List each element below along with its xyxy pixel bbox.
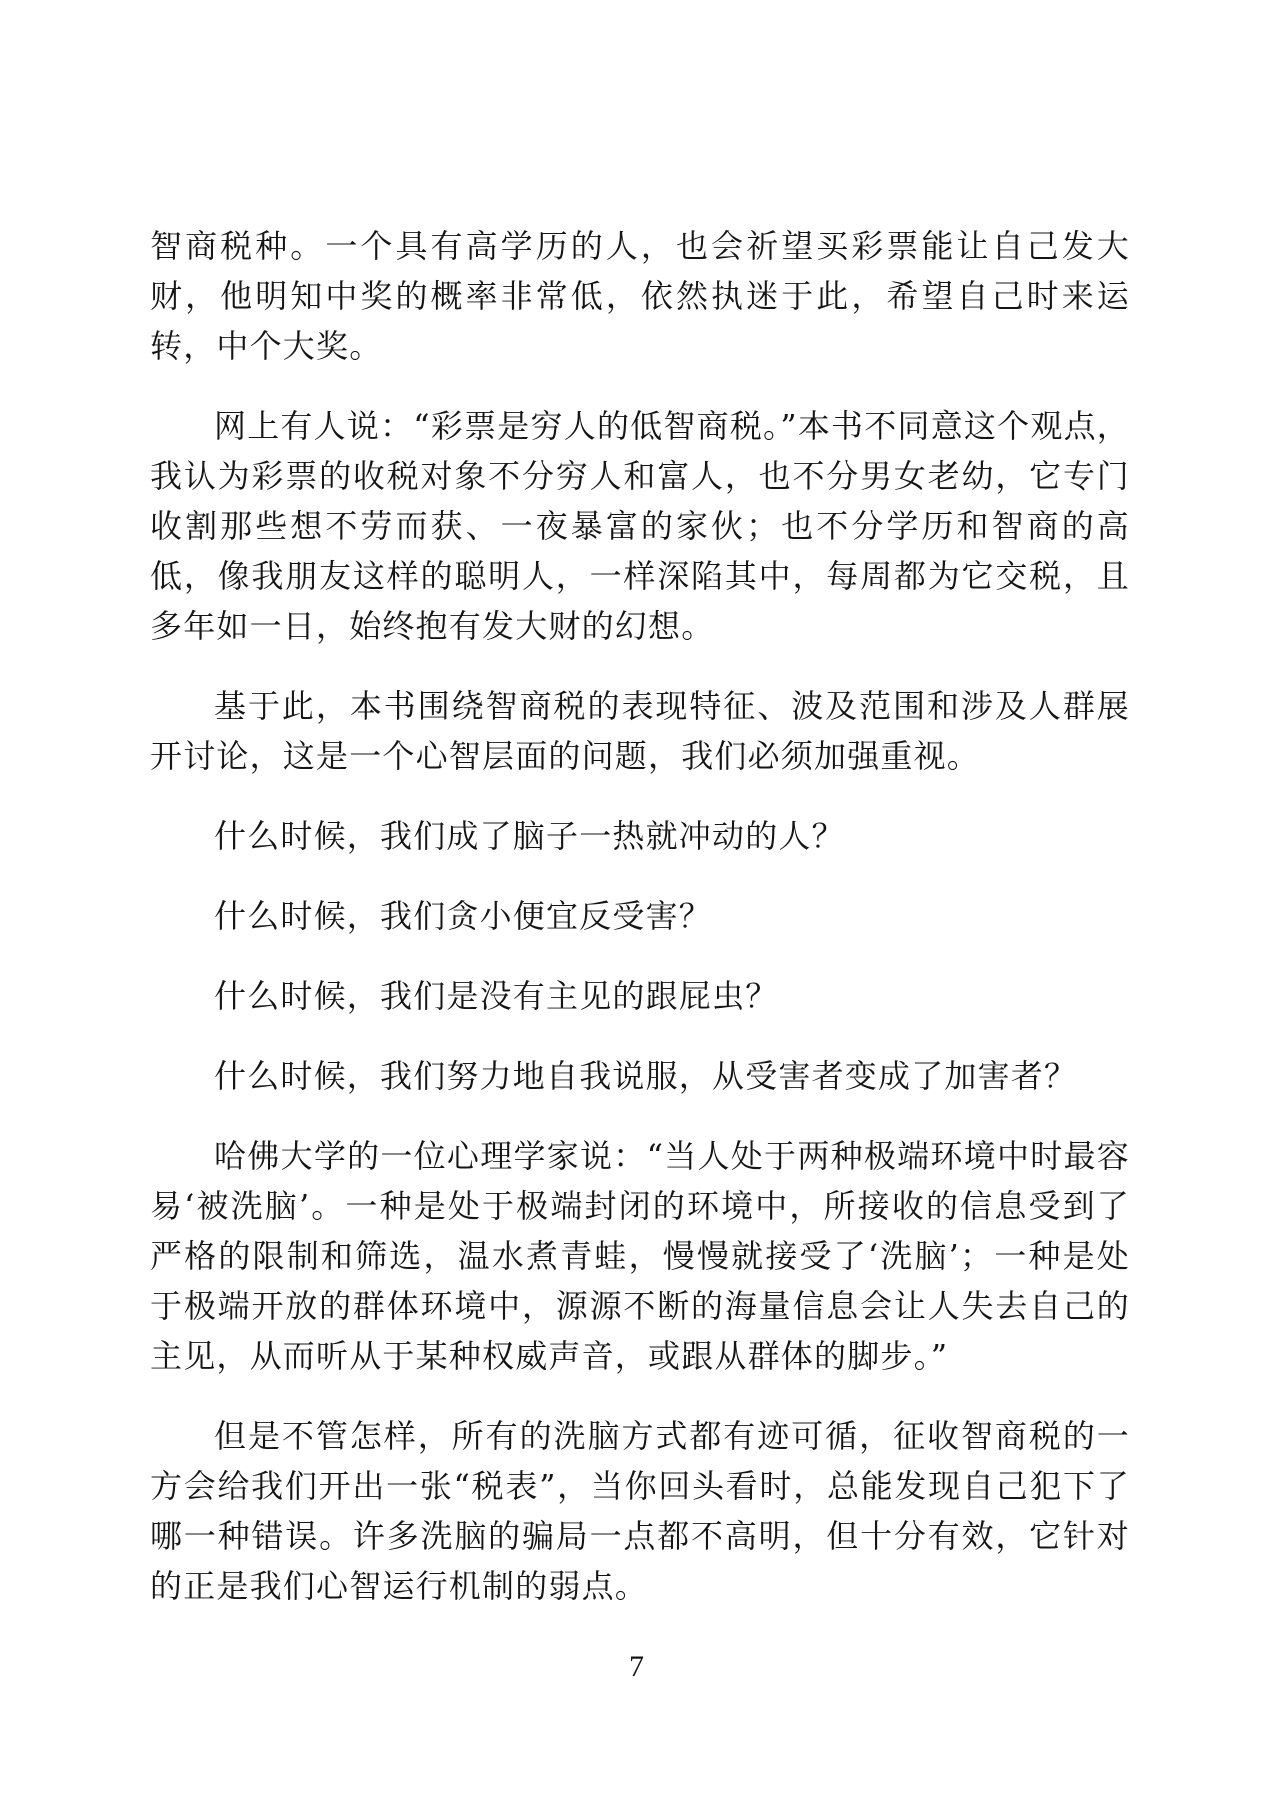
page-number: 7 (629, 1650, 644, 1683)
quote-paragraph: 哈佛大学的一位心理学家说：“当人处于两种极端环境中时最容易‘被洗脑’。一种是处于极端封闭的环境中，所接收的信息受到了严格的限制和筛选，温水煮青蛙，慢慢就接受了‘洗脑’；一种是处于极端开放的群体环境中，源源不断的海量信息会让人失去自己的主见，从而听从于某种权威声音，或跟从群体的脚步。” (150, 1137, 1130, 1375)
paragraph: 网上有人说：“彩票是穷人的低智商税。”本书不同意这个观点，我认为彩票的收税对象不分穷人和富人，也不分男女老幼，它专门收割那些想不劳而获、一夜暴富的家伙；也不分学历和智商的高低，像我朋友这样的聪明人，一样深陷其中，每周都为它交税，且多年如一日，始终抱有发大财的幻想。 (150, 407, 1130, 645)
question-line: 什么时候，我们成了脑子一热就冲动的人？ (214, 817, 845, 855)
question-line: 什么时候，我们努力地自我说服，从受害者变成了加害者？ (214, 1057, 1078, 1095)
question-line: 什么时候，我们是没有主见的跟屁虫？ (214, 977, 779, 1015)
paragraph-continued: 智商税种。一个具有高学历的人，也会祈望买彩票能让自己发大财，他明知中奖的概率非常低，依然执迷于此，希望自己时来运转，中个大奖。 (150, 227, 1130, 365)
question-line: 什么时候，我们贪小便宜反受害？ (214, 897, 713, 935)
body-text (150, 221, 1130, 1611)
paragraph: 但是不管怎样，所有的洗脑方式都有迹可循，征收智商税的一方会给我们开出一张“税表”，当你回头看时，总能发现自己犯下了哪一种错误。许多洗脑的骗局一点都不高明，但十分有效，它针对的正是我们心智运行机制的弱点。 (150, 1417, 1130, 1605)
paragraph: 基于此，本书围绕智商税的表现特征、波及范围和涉及人群展开讨论，这是一个心智层面的问题，我们必须加强重视。 (150, 687, 1130, 775)
